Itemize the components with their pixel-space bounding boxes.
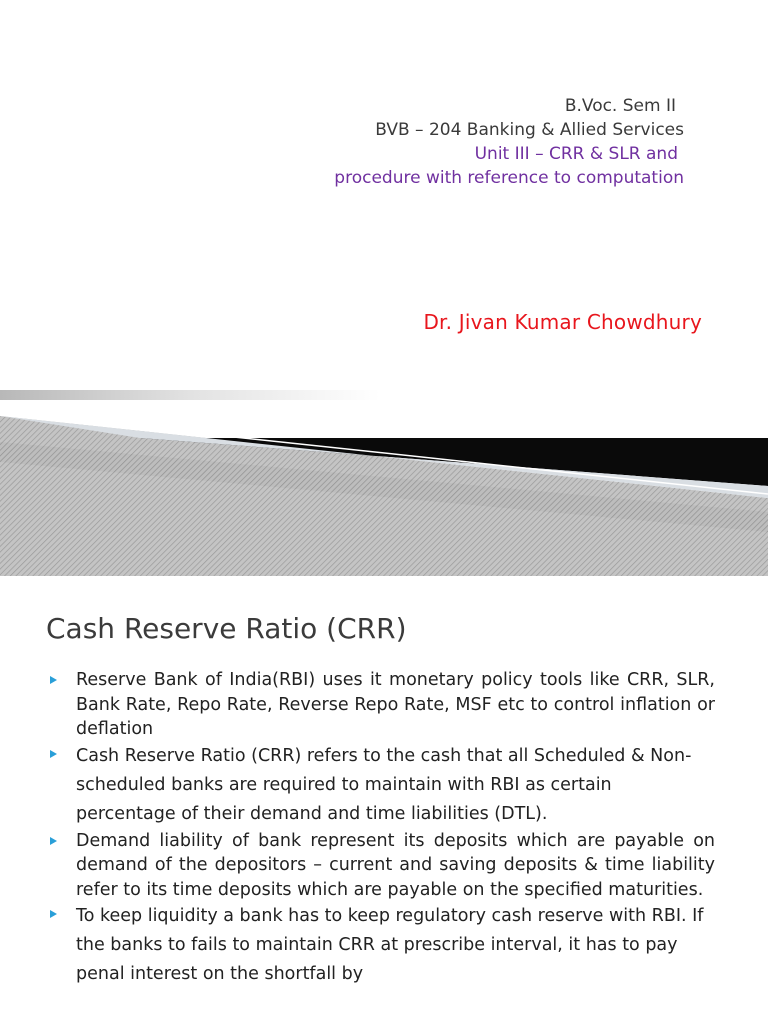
course-code: BVB – 204 Banking & Allied Services — [375, 120, 684, 140]
crr-slide — [0, 576, 768, 1024]
list-item — [48, 668, 715, 742]
bullet-list — [48, 668, 715, 989]
decorative-banner — [0, 382, 768, 576]
unit-title: Unit III – CRR & SLR and — [474, 144, 678, 164]
triangle-bullet-icon — [50, 750, 57, 758]
bullet-text: To keep liquidity a bank has to keep regulatory cash reserve with RBI. If the banks to fails to maintain CRR at prescribe interval, it has to pay penal interest on the shortfall by — [76, 906, 704, 984]
bullet-text: Cash Reserve Ratio (CRR) refers to the cash that all Scheduled & Non-scheduled banks are required to maintain with RBI as certain percentage of their demand and time liabilities (DTL). — [76, 745, 692, 824]
triangle-bullet-icon — [50, 910, 57, 918]
list-item — [48, 902, 715, 989]
bullet-text: Demand liability of bank represent its deposits which are payable on demand of the depositors – current and saving deposits & time liability refer to its time deposits which are payable on the specified maturities. — [76, 830, 715, 900]
triangle-bullet-icon — [50, 837, 57, 845]
list-item — [48, 829, 715, 903]
course-heading — [334, 94, 684, 190]
slide-title: Cash Reserve Ratio (CRR) — [46, 612, 407, 645]
bullet-text: Reserve Bank of India(RBI) uses it monetary policy tools like CRR, SLR, Bank Rate, Repo Rate, Reverse Repo Rate, MSF etc to control inflation or deflation — [76, 670, 715, 739]
author-name: Dr. Jivan Kumar Chowdhury — [423, 310, 702, 334]
course-semester: B.Voc. Sem II — [564, 96, 676, 116]
unit-subtitle: procedure with reference to computation — [334, 168, 684, 188]
triangle-bullet-icon — [50, 676, 57, 684]
list-item — [48, 742, 715, 829]
